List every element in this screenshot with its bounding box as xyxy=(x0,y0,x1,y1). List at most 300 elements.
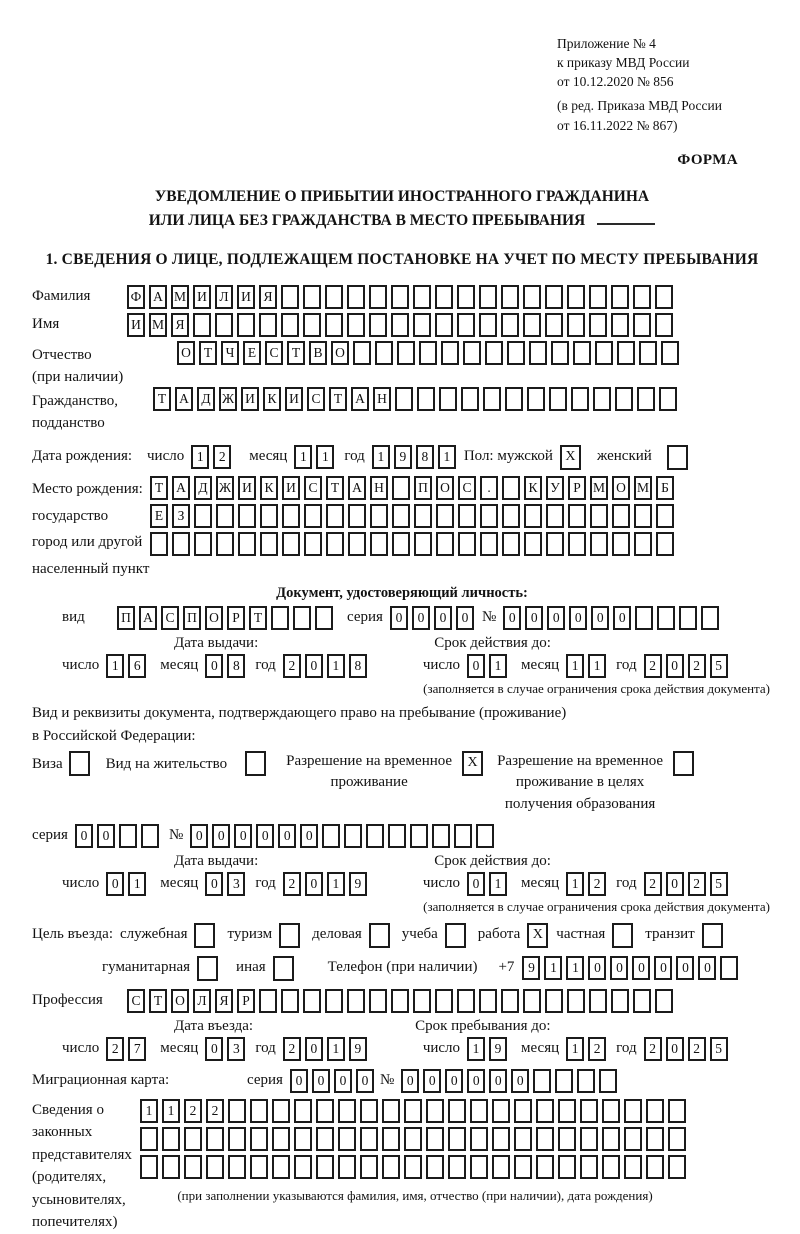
char-cell[interactable]: 2 xyxy=(688,654,706,678)
char-cell[interactable] xyxy=(250,1127,268,1151)
char-cell[interactable]: 8 xyxy=(416,445,434,469)
char-cell[interactable]: М xyxy=(171,285,189,309)
char-cell[interactable]: 5 xyxy=(710,1037,728,1061)
char-cell[interactable] xyxy=(293,606,311,630)
char-cell[interactable] xyxy=(593,387,611,411)
char-cell[interactable] xyxy=(414,504,432,528)
char-cell[interactable] xyxy=(679,606,697,630)
char-cell[interactable] xyxy=(533,1069,551,1093)
char-cell[interactable]: 2 xyxy=(644,872,662,896)
char-cell[interactable] xyxy=(436,532,454,556)
char-cell[interactable] xyxy=(382,1127,400,1151)
char-cell[interactable] xyxy=(392,476,410,500)
char-cell[interactable] xyxy=(325,989,343,1013)
char-cell[interactable]: К xyxy=(260,476,278,500)
char-cell[interactable] xyxy=(410,824,428,848)
char-cell[interactable] xyxy=(391,313,409,337)
char-cell[interactable] xyxy=(417,387,435,411)
char-cell[interactable] xyxy=(392,504,410,528)
char-cell[interactable]: 0 xyxy=(676,956,694,980)
char-cell[interactable]: 0 xyxy=(97,824,115,848)
char-cell[interactable] xyxy=(577,1069,595,1093)
temp-residence-checkbox[interactable]: X xyxy=(462,751,483,776)
char-cell[interactable]: Т xyxy=(150,476,168,500)
char-cell[interactable] xyxy=(633,989,651,1013)
char-cell[interactable] xyxy=(545,313,563,337)
char-cell[interactable] xyxy=(347,285,365,309)
char-cell[interactable]: У xyxy=(546,476,564,500)
char-cell[interactable] xyxy=(404,1099,422,1123)
char-cell[interactable] xyxy=(661,341,679,365)
char-cell[interactable] xyxy=(347,313,365,337)
char-cell[interactable]: 2 xyxy=(206,1099,224,1123)
char-cell[interactable] xyxy=(316,1127,334,1151)
char-cell[interactable] xyxy=(316,1099,334,1123)
char-cell[interactable]: 9 xyxy=(522,956,540,980)
char-cell[interactable]: 0 xyxy=(525,606,543,630)
char-cell[interactable] xyxy=(502,504,520,528)
char-cell[interactable]: О xyxy=(177,341,195,365)
char-cell[interactable]: 1 xyxy=(162,1099,180,1123)
char-cell[interactable] xyxy=(435,313,453,337)
char-cell[interactable] xyxy=(435,285,453,309)
char-cell[interactable] xyxy=(479,313,497,337)
char-cell[interactable]: 0 xyxy=(290,1069,308,1093)
char-cell[interactable]: 1 xyxy=(191,445,209,469)
work-checkbox[interactable]: X xyxy=(527,923,548,948)
char-cell[interactable] xyxy=(457,285,475,309)
char-cell[interactable]: И xyxy=(127,313,145,337)
char-cell[interactable] xyxy=(523,989,541,1013)
char-cell[interactable] xyxy=(656,532,674,556)
char-cell[interactable]: Е xyxy=(150,504,168,528)
char-cell[interactable]: А xyxy=(175,387,193,411)
char-cell[interactable] xyxy=(392,532,410,556)
char-cell[interactable]: 0 xyxy=(205,654,223,678)
char-cell[interactable]: Н xyxy=(373,387,391,411)
char-cell[interactable]: 1 xyxy=(566,956,584,980)
char-cell[interactable]: 0 xyxy=(467,654,485,678)
char-cell[interactable] xyxy=(272,1099,290,1123)
char-cell[interactable]: 1 xyxy=(438,445,456,469)
char-cell[interactable] xyxy=(514,1099,532,1123)
char-cell[interactable] xyxy=(303,313,321,337)
char-cell[interactable]: 0 xyxy=(390,606,408,630)
char-cell[interactable]: 0 xyxy=(456,606,474,630)
char-cell[interactable]: 0 xyxy=(423,1069,441,1093)
char-cell[interactable] xyxy=(250,1155,268,1179)
sex-male-checkbox[interactable]: X xyxy=(560,445,581,470)
char-cell[interactable] xyxy=(294,1127,312,1151)
char-cell[interactable]: 1 xyxy=(489,872,507,896)
char-cell[interactable] xyxy=(162,1127,180,1151)
char-cell[interactable]: О xyxy=(171,989,189,1013)
char-cell[interactable]: А xyxy=(172,476,190,500)
char-cell[interactable] xyxy=(485,341,503,365)
char-cell[interactable] xyxy=(282,532,300,556)
char-cell[interactable]: С xyxy=(458,476,476,500)
char-cell[interactable] xyxy=(303,989,321,1013)
char-cell[interactable]: 0 xyxy=(445,1069,463,1093)
char-cell[interactable] xyxy=(655,989,673,1013)
char-cell[interactable]: 1 xyxy=(327,1037,345,1061)
char-cell[interactable]: П xyxy=(117,606,135,630)
temp-residence-education-checkbox[interactable] xyxy=(673,751,694,776)
char-cell[interactable] xyxy=(294,1155,312,1179)
char-cell[interactable]: 8 xyxy=(349,654,367,678)
char-cell[interactable]: О xyxy=(612,476,630,500)
char-cell[interactable] xyxy=(140,1127,158,1151)
char-cell[interactable]: 2 xyxy=(213,445,231,469)
char-cell[interactable]: 2 xyxy=(283,654,301,678)
char-cell[interactable]: Т xyxy=(326,476,344,500)
char-cell[interactable] xyxy=(419,341,437,365)
char-cell[interactable] xyxy=(701,606,719,630)
char-cell[interactable] xyxy=(655,313,673,337)
char-cell[interactable] xyxy=(646,1099,664,1123)
char-cell[interactable]: 0 xyxy=(205,872,223,896)
char-cell[interactable]: И xyxy=(241,387,259,411)
char-cell[interactable] xyxy=(589,313,607,337)
char-cell[interactable] xyxy=(656,504,674,528)
char-cell[interactable] xyxy=(326,504,344,528)
char-cell[interactable] xyxy=(555,1069,573,1093)
char-cell[interactable] xyxy=(360,1155,378,1179)
char-cell[interactable] xyxy=(589,285,607,309)
char-cell[interactable] xyxy=(457,313,475,337)
char-cell[interactable] xyxy=(237,313,255,337)
char-cell[interactable] xyxy=(480,504,498,528)
char-cell[interactable] xyxy=(602,1155,620,1179)
char-cell[interactable] xyxy=(599,1069,617,1093)
char-cell[interactable] xyxy=(271,606,289,630)
char-cell[interactable] xyxy=(216,532,234,556)
char-cell[interactable] xyxy=(414,532,432,556)
char-cell[interactable] xyxy=(326,532,344,556)
char-cell[interactable]: Ф xyxy=(127,285,145,309)
char-cell[interactable] xyxy=(250,1099,268,1123)
char-cell[interactable]: 0 xyxy=(467,872,485,896)
char-cell[interactable] xyxy=(348,504,366,528)
char-cell[interactable] xyxy=(426,1155,444,1179)
char-cell[interactable] xyxy=(304,532,322,556)
char-cell[interactable] xyxy=(551,341,569,365)
char-cell[interactable] xyxy=(338,1127,356,1151)
char-cell[interactable] xyxy=(546,532,564,556)
other-checkbox[interactable] xyxy=(273,956,294,981)
char-cell[interactable] xyxy=(272,1127,290,1151)
char-cell[interactable] xyxy=(529,341,547,365)
char-cell[interactable] xyxy=(458,532,476,556)
char-cell[interactable]: 1 xyxy=(327,872,345,896)
char-cell[interactable] xyxy=(193,313,211,337)
char-cell[interactable] xyxy=(501,285,519,309)
char-cell[interactable] xyxy=(580,1155,598,1179)
char-cell[interactable] xyxy=(524,504,542,528)
char-cell[interactable] xyxy=(612,504,630,528)
char-cell[interactable] xyxy=(391,989,409,1013)
visa-checkbox[interactable] xyxy=(69,751,90,776)
char-cell[interactable] xyxy=(633,285,651,309)
char-cell[interactable]: 0 xyxy=(106,872,124,896)
business-checkbox[interactable] xyxy=(369,923,390,948)
char-cell[interactable]: Р xyxy=(568,476,586,500)
char-cell[interactable]: Д xyxy=(194,476,212,500)
char-cell[interactable]: 0 xyxy=(569,606,587,630)
char-cell[interactable]: 1 xyxy=(467,1037,485,1061)
char-cell[interactable]: В xyxy=(309,341,327,365)
char-cell[interactable] xyxy=(369,989,387,1013)
char-cell[interactable] xyxy=(492,1099,510,1123)
char-cell[interactable] xyxy=(150,532,168,556)
char-cell[interactable]: 0 xyxy=(698,956,716,980)
char-cell[interactable]: 0 xyxy=(305,654,323,678)
char-cell[interactable] xyxy=(369,285,387,309)
char-cell[interactable]: 2 xyxy=(688,872,706,896)
char-cell[interactable] xyxy=(573,341,591,365)
char-cell[interactable] xyxy=(501,313,519,337)
char-cell[interactable] xyxy=(316,1155,334,1179)
char-cell[interactable]: 2 xyxy=(644,1037,662,1061)
char-cell[interactable]: П xyxy=(183,606,201,630)
char-cell[interactable]: О xyxy=(331,341,349,365)
char-cell[interactable] xyxy=(216,504,234,528)
char-cell[interactable] xyxy=(141,824,159,848)
study-checkbox[interactable] xyxy=(445,923,466,948)
char-cell[interactable]: Р xyxy=(237,989,255,1013)
char-cell[interactable] xyxy=(375,341,393,365)
char-cell[interactable]: 9 xyxy=(489,1037,507,1061)
char-cell[interactable]: Т xyxy=(199,341,217,365)
char-cell[interactable] xyxy=(514,1127,532,1151)
char-cell[interactable]: 5 xyxy=(710,872,728,896)
char-cell[interactable] xyxy=(611,989,629,1013)
char-cell[interactable] xyxy=(470,1127,488,1151)
char-cell[interactable] xyxy=(215,313,233,337)
char-cell[interactable]: О xyxy=(436,476,454,500)
char-cell[interactable]: 1 xyxy=(106,654,124,678)
char-cell[interactable]: 0 xyxy=(632,956,650,980)
char-cell[interactable]: 1 xyxy=(489,654,507,678)
char-cell[interactable]: 2 xyxy=(588,872,606,896)
char-cell[interactable] xyxy=(589,989,607,1013)
char-cell[interactable] xyxy=(272,1155,290,1179)
char-cell[interactable] xyxy=(590,532,608,556)
char-cell[interactable]: 0 xyxy=(190,824,208,848)
char-cell[interactable]: Т xyxy=(149,989,167,1013)
char-cell[interactable] xyxy=(615,387,633,411)
char-cell[interactable]: 0 xyxy=(256,824,274,848)
char-cell[interactable]: Т xyxy=(249,606,267,630)
char-cell[interactable] xyxy=(624,1099,642,1123)
char-cell[interactable] xyxy=(635,606,653,630)
char-cell[interactable]: А xyxy=(348,476,366,500)
char-cell[interactable] xyxy=(439,387,457,411)
char-cell[interactable] xyxy=(492,1155,510,1179)
char-cell[interactable] xyxy=(413,313,431,337)
char-cell[interactable] xyxy=(404,1127,422,1151)
char-cell[interactable]: 1 xyxy=(566,654,584,678)
char-cell[interactable] xyxy=(281,989,299,1013)
char-cell[interactable]: О xyxy=(205,606,223,630)
char-cell[interactable]: 0 xyxy=(666,654,684,678)
char-cell[interactable] xyxy=(720,956,738,980)
char-cell[interactable] xyxy=(463,341,481,365)
char-cell[interactable] xyxy=(668,1127,686,1151)
char-cell[interactable]: 0 xyxy=(610,956,628,980)
char-cell[interactable] xyxy=(282,504,300,528)
char-cell[interactable]: 0 xyxy=(305,872,323,896)
char-cell[interactable] xyxy=(360,1127,378,1151)
char-cell[interactable]: 0 xyxy=(205,1037,223,1061)
char-cell[interactable]: А xyxy=(149,285,167,309)
char-cell[interactable] xyxy=(413,989,431,1013)
char-cell[interactable] xyxy=(476,824,494,848)
char-cell[interactable]: М xyxy=(634,476,652,500)
char-cell[interactable] xyxy=(580,1099,598,1123)
char-cell[interactable] xyxy=(194,532,212,556)
char-cell[interactable] xyxy=(611,313,629,337)
char-cell[interactable] xyxy=(281,313,299,337)
char-cell[interactable]: 1 xyxy=(566,1037,584,1061)
char-cell[interactable]: 2 xyxy=(688,1037,706,1061)
char-cell[interactable] xyxy=(454,824,472,848)
char-cell[interactable] xyxy=(172,532,190,556)
char-cell[interactable] xyxy=(413,285,431,309)
char-cell[interactable] xyxy=(338,1099,356,1123)
char-cell[interactable] xyxy=(602,1099,620,1123)
char-cell[interactable] xyxy=(536,1155,554,1179)
char-cell[interactable] xyxy=(259,989,277,1013)
char-cell[interactable]: 3 xyxy=(227,872,245,896)
char-cell[interactable]: И xyxy=(237,285,255,309)
char-cell[interactable]: С xyxy=(161,606,179,630)
char-cell[interactable] xyxy=(624,1155,642,1179)
char-cell[interactable] xyxy=(426,1127,444,1151)
char-cell[interactable] xyxy=(448,1127,466,1151)
char-cell[interactable] xyxy=(646,1155,664,1179)
char-cell[interactable] xyxy=(432,824,450,848)
char-cell[interactable] xyxy=(315,606,333,630)
transit-checkbox[interactable] xyxy=(702,923,723,948)
char-cell[interactable] xyxy=(536,1099,554,1123)
char-cell[interactable] xyxy=(206,1155,224,1179)
char-cell[interactable] xyxy=(590,504,608,528)
char-cell[interactable] xyxy=(657,606,675,630)
char-cell[interactable]: М xyxy=(590,476,608,500)
char-cell[interactable] xyxy=(436,504,454,528)
char-cell[interactable] xyxy=(480,532,498,556)
char-cell[interactable]: 2 xyxy=(283,872,301,896)
char-cell[interactable] xyxy=(479,989,497,1013)
char-cell[interactable] xyxy=(637,387,655,411)
char-cell[interactable]: 0 xyxy=(613,606,631,630)
char-cell[interactable] xyxy=(194,504,212,528)
char-cell[interactable] xyxy=(523,313,541,337)
char-cell[interactable] xyxy=(325,285,343,309)
char-cell[interactable] xyxy=(580,1127,598,1151)
char-cell[interactable] xyxy=(260,532,278,556)
char-cell[interactable]: К xyxy=(263,387,281,411)
char-cell[interactable] xyxy=(395,387,413,411)
char-cell[interactable]: 0 xyxy=(591,606,609,630)
char-cell[interactable] xyxy=(655,285,673,309)
char-cell[interactable]: 0 xyxy=(401,1069,419,1093)
char-cell[interactable] xyxy=(624,1127,642,1151)
char-cell[interactable] xyxy=(184,1127,202,1151)
char-cell[interactable] xyxy=(536,1127,554,1151)
char-cell[interactable] xyxy=(366,824,384,848)
char-cell[interactable] xyxy=(545,989,563,1013)
char-cell[interactable]: И xyxy=(282,476,300,500)
char-cell[interactable]: 0 xyxy=(654,956,672,980)
char-cell[interactable]: 2 xyxy=(283,1037,301,1061)
char-cell[interactable] xyxy=(558,1127,576,1151)
char-cell[interactable] xyxy=(448,1155,466,1179)
char-cell[interactable]: 0 xyxy=(278,824,296,848)
char-cell[interactable] xyxy=(325,313,343,337)
char-cell[interactable]: Ж xyxy=(216,476,234,500)
char-cell[interactable] xyxy=(259,313,277,337)
char-cell[interactable] xyxy=(140,1155,158,1179)
char-cell[interactable]: А xyxy=(351,387,369,411)
char-cell[interactable] xyxy=(347,989,365,1013)
char-cell[interactable]: Т xyxy=(287,341,305,365)
char-cell[interactable] xyxy=(646,1127,664,1151)
char-cell[interactable] xyxy=(388,824,406,848)
char-cell[interactable] xyxy=(435,989,453,1013)
char-cell[interactable] xyxy=(524,532,542,556)
char-cell[interactable]: 0 xyxy=(75,824,93,848)
char-cell[interactable]: 2 xyxy=(184,1099,202,1123)
char-cell[interactable] xyxy=(303,285,321,309)
char-cell[interactable] xyxy=(527,387,545,411)
char-cell[interactable]: 2 xyxy=(106,1037,124,1061)
char-cell[interactable] xyxy=(119,824,137,848)
residence-permit-checkbox[interactable] xyxy=(245,751,266,776)
char-cell[interactable]: 0 xyxy=(588,956,606,980)
char-cell[interactable] xyxy=(370,504,388,528)
char-cell[interactable]: 0 xyxy=(511,1069,529,1093)
char-cell[interactable]: 1 xyxy=(566,872,584,896)
char-cell[interactable] xyxy=(404,1155,422,1179)
private-checkbox[interactable] xyxy=(612,923,633,948)
char-cell[interactable] xyxy=(502,532,520,556)
tourism-checkbox[interactable] xyxy=(279,923,300,948)
char-cell[interactable] xyxy=(479,285,497,309)
char-cell[interactable]: Л xyxy=(193,989,211,1013)
char-cell[interactable]: И xyxy=(193,285,211,309)
char-cell[interactable]: 9 xyxy=(394,445,412,469)
char-cell[interactable] xyxy=(281,285,299,309)
sex-female-checkbox[interactable] xyxy=(667,445,688,470)
char-cell[interactable]: М xyxy=(149,313,167,337)
char-cell[interactable] xyxy=(162,1155,180,1179)
char-cell[interactable] xyxy=(505,387,523,411)
char-cell[interactable] xyxy=(228,1127,246,1151)
char-cell[interactable] xyxy=(668,1099,686,1123)
char-cell[interactable] xyxy=(397,341,415,365)
char-cell[interactable] xyxy=(549,387,567,411)
char-cell[interactable]: 1 xyxy=(588,654,606,678)
char-cell[interactable]: С xyxy=(307,387,325,411)
char-cell[interactable] xyxy=(545,285,563,309)
char-cell[interactable]: 0 xyxy=(547,606,565,630)
char-cell[interactable]: Е xyxy=(243,341,261,365)
char-cell[interactable]: 6 xyxy=(128,654,146,678)
char-cell[interactable] xyxy=(492,1127,510,1151)
char-cell[interactable] xyxy=(634,504,652,528)
